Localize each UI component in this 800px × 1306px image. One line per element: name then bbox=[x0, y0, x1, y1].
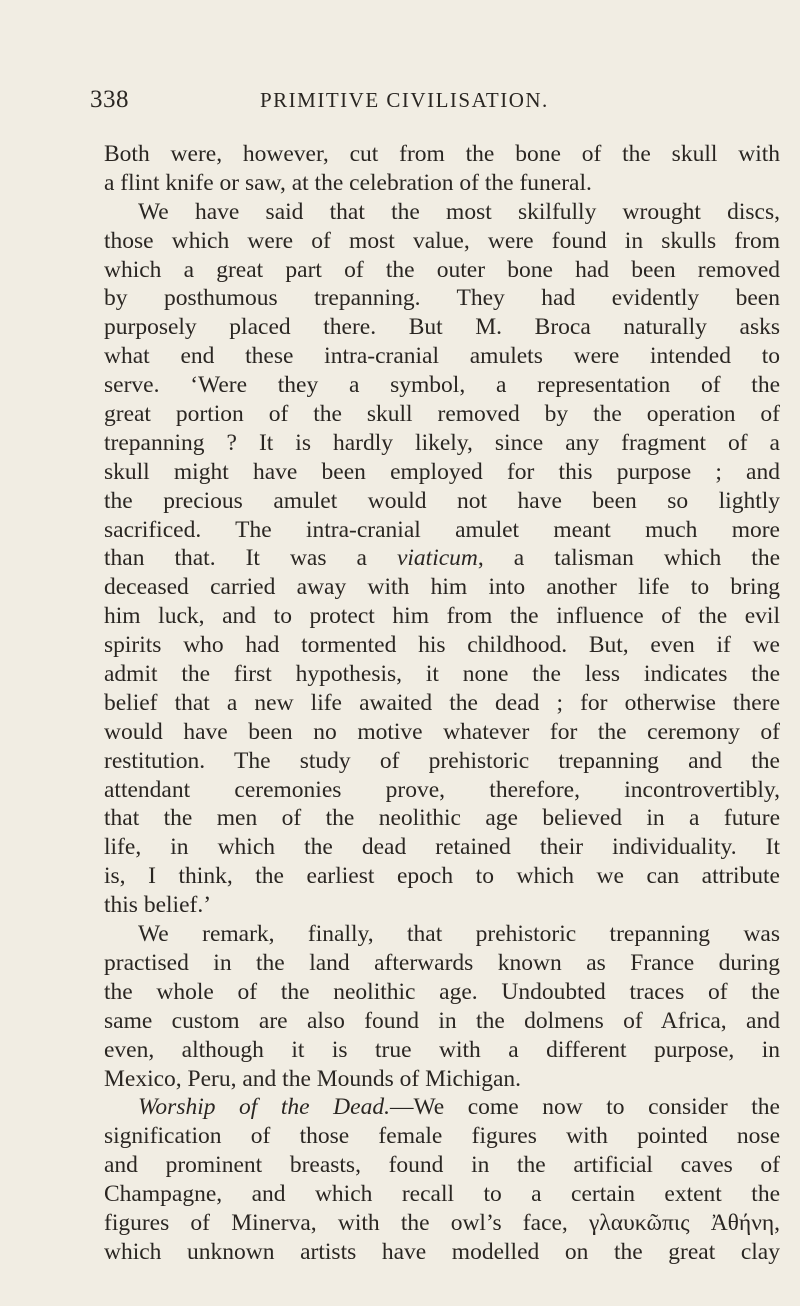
text-segment: —We come now to consider the bbox=[389, 1094, 780, 1121]
text-line: which a great part of the outer bone had been removed bbox=[104, 256, 780, 283]
text-line: sacrificed. The intra-cranial amulet meant much more bbox=[104, 516, 780, 543]
body-text bbox=[104, 140, 780, 1267]
text-line: admit the first hypothesis, it none the less indicates the bbox=[104, 661, 780, 688]
text-line: great portion of the skull removed by the operation of bbox=[104, 401, 780, 428]
italic-text: viaticum bbox=[396, 545, 478, 572]
text-line bbox=[104, 1093, 780, 1122]
text-line: attendant ceremonies prove, therefore, incontrovertibly, bbox=[104, 776, 780, 803]
text-line: deceased carried away with him into another life to bring bbox=[104, 574, 780, 601]
text-line: those which were of most value, were found in skulls from bbox=[104, 227, 780, 254]
text-line: a flint knife or saw, at the celebration of the funeral. bbox=[104, 169, 592, 196]
text-line: We remark, finally, that prehistoric trepanning was bbox=[138, 921, 780, 948]
text-line: even, although it is true with a different purpose, in bbox=[104, 1036, 780, 1063]
page-number: 338 bbox=[90, 86, 129, 113]
text-line: what end these intra-cranial amulets were intended to bbox=[104, 343, 780, 370]
text-line bbox=[104, 544, 780, 573]
text-line: the precious amulet would not have been so lightly bbox=[104, 487, 780, 514]
running-head: PRIMITIVE CIVILISATION. bbox=[260, 88, 549, 112]
text-line: restitution. The study of prehistoric trepanning and the bbox=[104, 747, 780, 774]
page-header bbox=[90, 86, 770, 116]
text-line: the whole of the neolithic age. Undoubted traces of the bbox=[104, 978, 780, 1005]
text-line: Champagne, and which recall to a certain extent the bbox=[104, 1181, 780, 1208]
text-segment: , a talisman which the bbox=[477, 545, 780, 572]
text-line: by posthumous trepanning. They had evidently been bbox=[104, 285, 780, 312]
italic-text: Worship of the Dead. bbox=[138, 1094, 390, 1121]
text-line: spirits who had tormented his childhood. But, even if we bbox=[104, 632, 780, 659]
text-line: figures of Minerva, with the owl’s face, γλαυκῶπις Ἀθήνη, bbox=[104, 1209, 780, 1236]
text-segment: than that. It was a bbox=[104, 545, 397, 572]
text-line: would have been no motive whatever for the ceremony of bbox=[104, 718, 780, 745]
text-line: that the men of the neolithic age believed in a future bbox=[104, 805, 780, 832]
text-line: same custom are also found in the dolmens of Africa, and bbox=[104, 1007, 780, 1034]
text-line: him luck, and to protect him from the influence of the evil bbox=[104, 603, 780, 630]
text-line: which unknown artists have modelled on the great clay bbox=[104, 1238, 780, 1265]
text-line: serve. ‘Were they a symbol, a representation of the bbox=[104, 372, 780, 399]
text-line: purposely placed there. But M. Broca naturally asks bbox=[104, 314, 780, 341]
text-line: is, I think, the earliest epoch to which we can attribute bbox=[104, 863, 780, 890]
text-line: this belief.’ bbox=[104, 892, 212, 919]
text-line: skull might have been employed for this purpose ; and bbox=[104, 458, 780, 485]
text-line: signification of those female figures with pointed nose bbox=[104, 1123, 780, 1150]
text-line: Mexico, Peru, and the Mounds of Michigan. bbox=[104, 1065, 522, 1092]
text-line: practised in the land afterwards known as France during bbox=[104, 949, 780, 976]
text-line: We have said that the most skilfully wrought discs, bbox=[138, 198, 780, 225]
text-line: life, in which the dead retained their individuality. It bbox=[104, 834, 780, 861]
text-line: and prominent breasts, found in the artificial caves of bbox=[104, 1152, 780, 1179]
text-line: Both were, however, cut from the bone of the skull with bbox=[104, 141, 780, 167]
text-line: belief that a new life awaited the dead ; for otherwise there bbox=[104, 689, 780, 716]
text-line: trepanning ? It is hardly likely, since any fragment of a bbox=[104, 429, 780, 456]
